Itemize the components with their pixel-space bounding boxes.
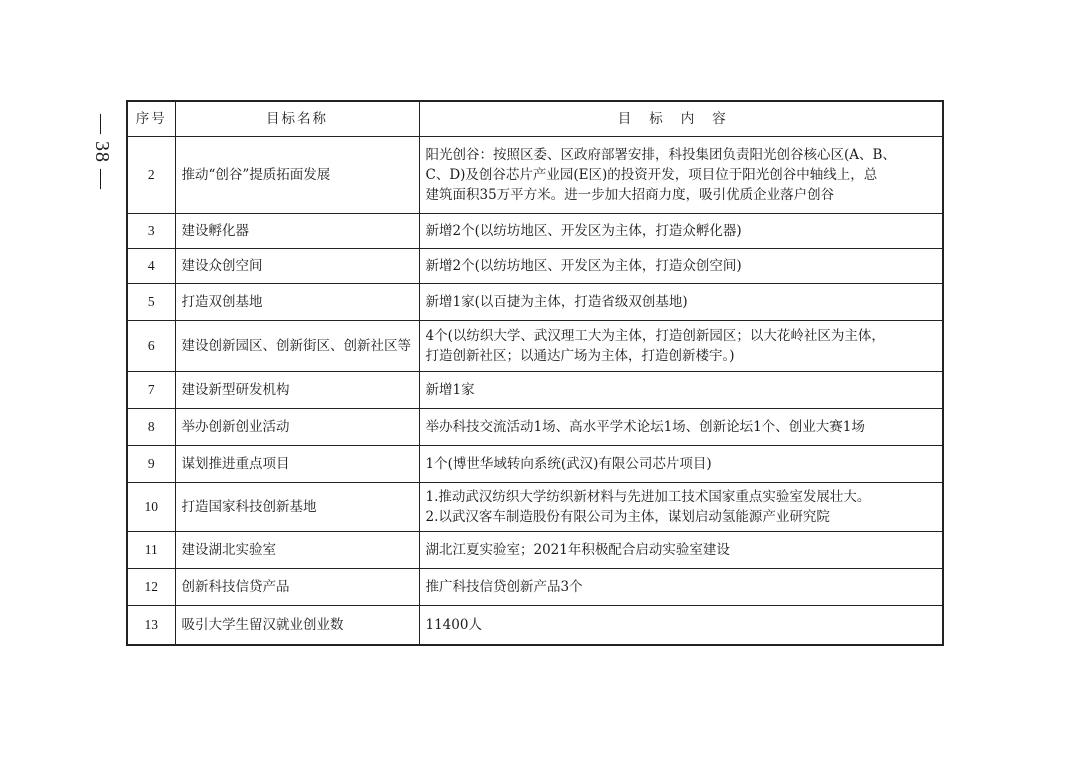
header-content: 目标内容 xyxy=(419,101,943,137)
row-goal-content xyxy=(419,137,943,214)
content-line: 新增1家 xyxy=(425,382,475,398)
table-row xyxy=(127,249,943,284)
table-row xyxy=(127,532,943,569)
table-row xyxy=(127,606,943,646)
content-line: 阳光创谷：按照区委、区政府部署安排，科投集团负责阳光创谷核心区(A、B、 xyxy=(425,147,896,163)
header-seq: 序号 xyxy=(127,101,175,137)
content-line: 新增2个(以纺坊地区、开发区为主体，打造众创空间) xyxy=(425,258,742,274)
row-goal-name: 建设创新园区、创新街区、创新社区等 xyxy=(175,321,419,372)
row-goal-content xyxy=(419,214,943,249)
table-header-row xyxy=(127,101,943,137)
row-goal-name: 吸引大学生留汉就业创业数 xyxy=(175,606,419,646)
content-line: 11400人 xyxy=(425,617,482,633)
table-row xyxy=(127,446,943,483)
row-seq: 7 xyxy=(127,372,175,409)
row-goal-content xyxy=(419,284,943,321)
content-line: 新增1家(以百捷为主体，打造省级双创基地) xyxy=(425,294,688,310)
row-goal-name: 推动“创谷”提质拓面发展 xyxy=(175,137,419,214)
row-goal-content xyxy=(419,483,943,532)
row-goal-content xyxy=(419,569,943,606)
table-row xyxy=(127,284,943,321)
table-row xyxy=(127,321,943,372)
table-row xyxy=(127,409,943,446)
row-seq: 8 xyxy=(127,409,175,446)
content-line: 1.推动武汉纺织大学纺织新材料与先进加工技术国家重点实验室发展壮大。 xyxy=(425,489,871,505)
table-row xyxy=(127,137,943,214)
row-seq: 3 xyxy=(127,214,175,249)
content-line: 建筑面积35万平方米。进一步加大招商力度，吸引优质企业落户创谷 xyxy=(425,187,835,203)
row-seq: 9 xyxy=(127,446,175,483)
content-line: 1个(博世华域转向系统(武汉)有限公司芯片项目) xyxy=(425,456,712,472)
row-seq: 4 xyxy=(127,249,175,284)
row-goal-name: 建设湖北实验室 xyxy=(175,532,419,569)
row-goal-content xyxy=(419,321,943,372)
header-name: 目标名称 xyxy=(175,101,419,137)
content-line: 举办科技交流活动1场、高水平学术论坛1场、创新论坛1个、创业大赛1场 xyxy=(425,419,865,435)
row-goal-name: 建设众创空间 xyxy=(175,249,419,284)
row-seq: 12 xyxy=(127,569,175,606)
row-seq: 2 xyxy=(127,137,175,214)
row-goal-name: 建设孵化器 xyxy=(175,214,419,249)
row-goal-content xyxy=(419,606,943,646)
row-seq: 5 xyxy=(127,284,175,321)
content-line: 4个(以纺织大学、武汉理工大为主体，打造创新园区；以大花岭社区为主体， xyxy=(425,328,885,344)
table-row xyxy=(127,372,943,409)
content-line: 打造创新社区；以通达广场为主体，打造创新楼宇。) xyxy=(425,348,735,364)
row-seq: 6 xyxy=(127,321,175,372)
row-goal-content xyxy=(419,532,943,569)
table-row xyxy=(127,483,943,532)
row-goal-name: 建设新型研发机构 xyxy=(175,372,419,409)
goals-table xyxy=(126,100,944,646)
row-goal-content xyxy=(419,249,943,284)
row-goal-content xyxy=(419,409,943,446)
table-row xyxy=(127,214,943,249)
page-number: — 38 — xyxy=(91,114,113,190)
row-goal-name: 打造国家科技创新基地 xyxy=(175,483,419,532)
row-seq: 10 xyxy=(127,483,175,532)
row-goal-content xyxy=(419,372,943,409)
content-line: 推广科技信贷创新产品3个 xyxy=(425,579,583,595)
row-goal-name: 谋划推进重点项目 xyxy=(175,446,419,483)
row-seq: 11 xyxy=(127,532,175,569)
content-line: 2.以武汉客车制造股份有限公司为主体，谋划启动氢能源产业研究院 xyxy=(425,509,830,525)
row-goal-name: 创新科技信贷产品 xyxy=(175,569,419,606)
row-goal-name: 打造双创基地 xyxy=(175,284,419,321)
row-goal-name: 举办创新创业活动 xyxy=(175,409,419,446)
content-line: C、D)及创谷芯片产业园(E区)的投资开发，项目位于阳光创谷中轴线上，总 xyxy=(425,167,878,183)
table-row xyxy=(127,569,943,606)
content-line: 新增2个(以纺坊地区、开发区为主体，打造众孵化器) xyxy=(425,223,742,239)
content-line: 湖北江夏实验室；2021年积极配合启动实验室建设 xyxy=(425,542,730,558)
row-goal-content xyxy=(419,446,943,483)
row-seq: 13 xyxy=(127,606,175,646)
